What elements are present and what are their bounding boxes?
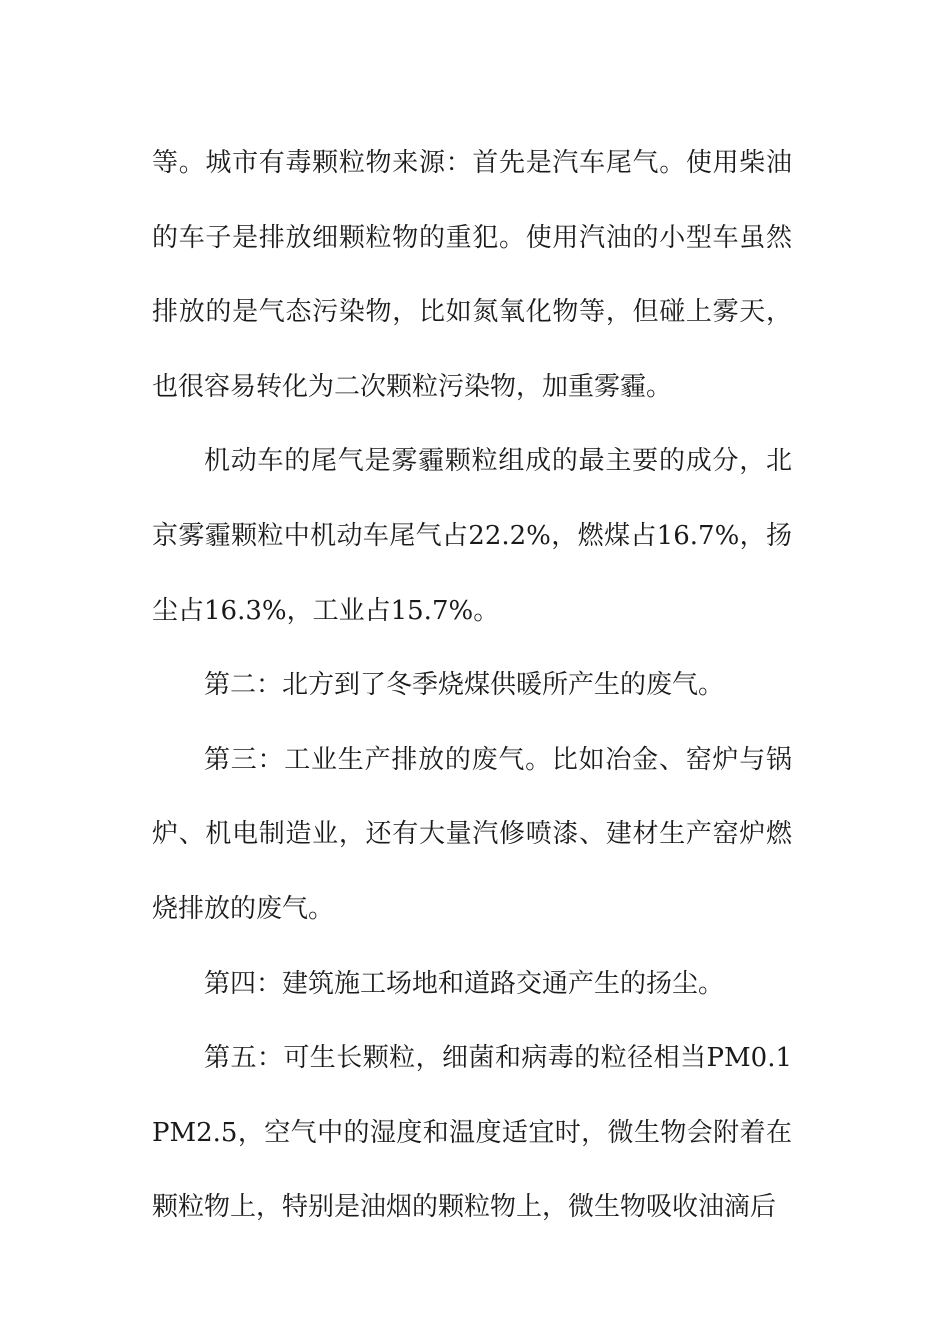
paragraph-third-source: 第三：工业生产排放的废气。比如冶金、窑炉与锅炉、机电制造业，还有大量汽修喷漆、建材生产窑炉燃烧排放的废气。 — [152, 744, 792, 924]
paragraph-second-source: 第二：北方到了冬季烧煤供暖所产生的废气。 — [204, 670, 725, 701]
document-body — [152, 126, 792, 1245]
paragraph-vehicle-exhaust-share: 机动车的尾气是雾霾颗粒组成的最主要的成分，北京雾霾颗粒中机动车尾气占22.2%，燃煤占16.7%，扬尘占16.3%，工业占15.7%。 — [152, 446, 792, 626]
paragraph-fourth-source: 第四：建筑施工场地和道路交通产生的扬尘。 — [204, 968, 725, 999]
paragraph-fifth-source: 第五：可生长颗粒，细菌和病毒的粒径相当PM0.1PM2.5，空气中的湿度和温度适宜时，微生物会附着在颗粒物上，特别是油烟的颗粒物上，微生物吸收油滴后 — [152, 1043, 792, 1223]
paragraph-continuation: 等。城市有毒颗粒物来源：首先是汽车尾气。使用柴油的车子是排放细颗粒物的重犯。使用汽油的小型车虽然排放的是气态污染物，比如氮氧化物等，但碰上雾天，也很容易转化为二次颗粒污染物，加重雾霾。 — [152, 148, 792, 402]
